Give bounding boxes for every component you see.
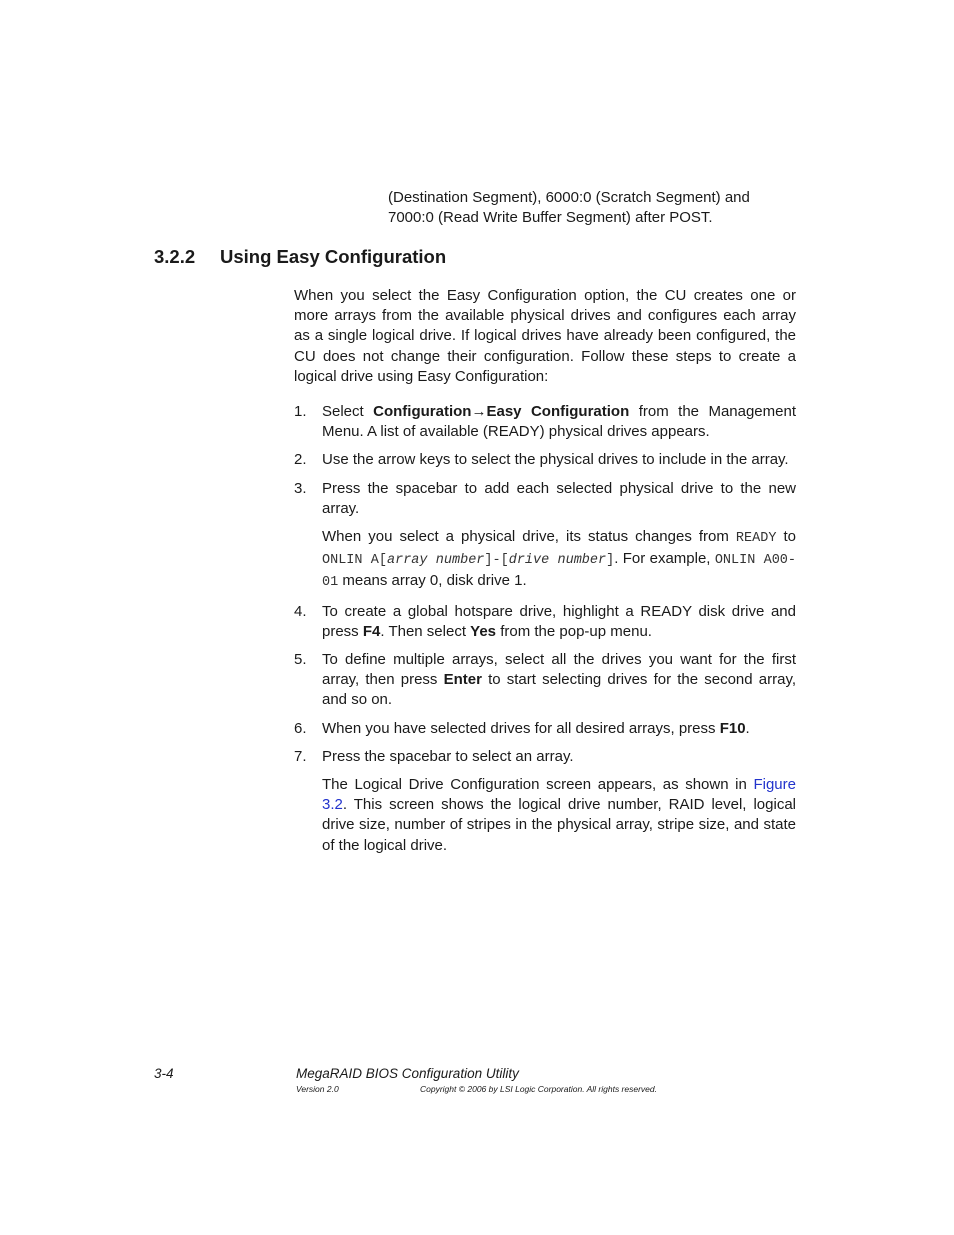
step-text: to start selecting drives for the second array, and so on. (322, 671, 796, 709)
step-number: 5. (294, 651, 307, 669)
steps-list (294, 402, 796, 864)
intro-paragraph: When you select the Easy Configuration option, the CU creates one or more arrays from the available physical drives and configures each array as a single logical drive. If logical drives have already been configured, the CU does not change their configuration. Follow these steps to create a logical drive using Easy Configuration: (294, 287, 796, 385)
step-number: 6. (294, 719, 307, 737)
footer-title: MegaRAID BIOS Configuration Utility (296, 1066, 519, 1081)
step-text: . Then select (380, 622, 471, 640)
continuation-line-2: 7000:0 (Read Write Buffer Segment) after POST. (388, 209, 713, 227)
step-text: Press the spacebar to add each selected physical drive to the new array. (322, 479, 796, 517)
option-yes: Yes (470, 622, 497, 640)
step-text: from the Management Menu. A list of available (READY) physical drives appears. (322, 403, 796, 441)
continuation-line-1: (Destination Segment), 6000:0 (Scratch Segment) and (388, 189, 750, 206)
note-text: to (776, 528, 796, 546)
step-text: Press the spacebar to select an array. (322, 747, 574, 765)
list-item-step-1 (294, 402, 796, 442)
step-number: 4. (294, 602, 307, 620)
key-enter: Enter (443, 671, 482, 689)
menu-configuration: Configuration (373, 403, 472, 420)
continuation-paragraph (388, 188, 788, 228)
step-text: . (745, 719, 750, 737)
step-text: To create a global hotspare drive, highlight a READY disk drive and press (322, 602, 796, 640)
list-item-step-3 (294, 479, 796, 594)
step-3-note (322, 527, 796, 594)
status-ready: READY (735, 531, 777, 547)
footer-page-number: 3-4 (154, 1066, 174, 1081)
step-text: Select (322, 403, 374, 420)
list-item-step-5 (294, 650, 796, 711)
footer-version: Version 2.0 (296, 1084, 339, 1094)
step-text: When you have selected drives for all desired arrays, press (322, 719, 720, 737)
list-item-step-2 (294, 450, 796, 470)
list-item-step-7 (294, 747, 796, 856)
key-f4: F4 (362, 622, 381, 640)
step-number: 1. (294, 403, 307, 420)
status-onlin-format: ONLIN A[array number]-[drive number] (322, 553, 615, 569)
section-heading (154, 246, 446, 268)
step-text: from the pop-up menu. (496, 622, 652, 640)
step-number: 3. (294, 479, 307, 497)
step-number: 7. (294, 747, 307, 765)
section-title: Using Easy Configuration (220, 246, 447, 267)
note-text: The Logical Drive Configuration screen appears, as shown in (322, 776, 754, 794)
figure-3-2-link[interactable]: Figure 3.2 (322, 776, 796, 814)
key-f10: F10 (719, 719, 746, 737)
arrow-glyph: → (471, 403, 487, 420)
step-number: 2. (294, 451, 307, 469)
menu-easy-configuration: Easy Configuration (486, 403, 630, 420)
step-7-note (322, 775, 796, 856)
list-item-step-6 (294, 719, 796, 739)
footer-copyright: Copyright © 2006 by LSI Logic Corporation. All rights reserved. (420, 1084, 657, 1094)
step-text: Use the arrow keys to select the physical drives to include in the array. (322, 451, 789, 469)
note-text: . For example, (614, 550, 715, 568)
status-example: ONLIN A00-01 (322, 553, 797, 591)
note-text: means array 0, disk drive 1. (338, 572, 527, 590)
list-item-step-4 (294, 602, 796, 642)
note-text: . This screen shows the logical drive number, RAID level, logical drive size, number of stripes in the physical array, stripe size, and state of the logical drive. (322, 796, 796, 854)
section-number: 3.2.2 (154, 246, 196, 267)
step-text: To define multiple arrays, select all the drives you want for the first array, then press (322, 651, 796, 689)
note-text: When you select a physical drive, its status changes from (322, 528, 736, 546)
